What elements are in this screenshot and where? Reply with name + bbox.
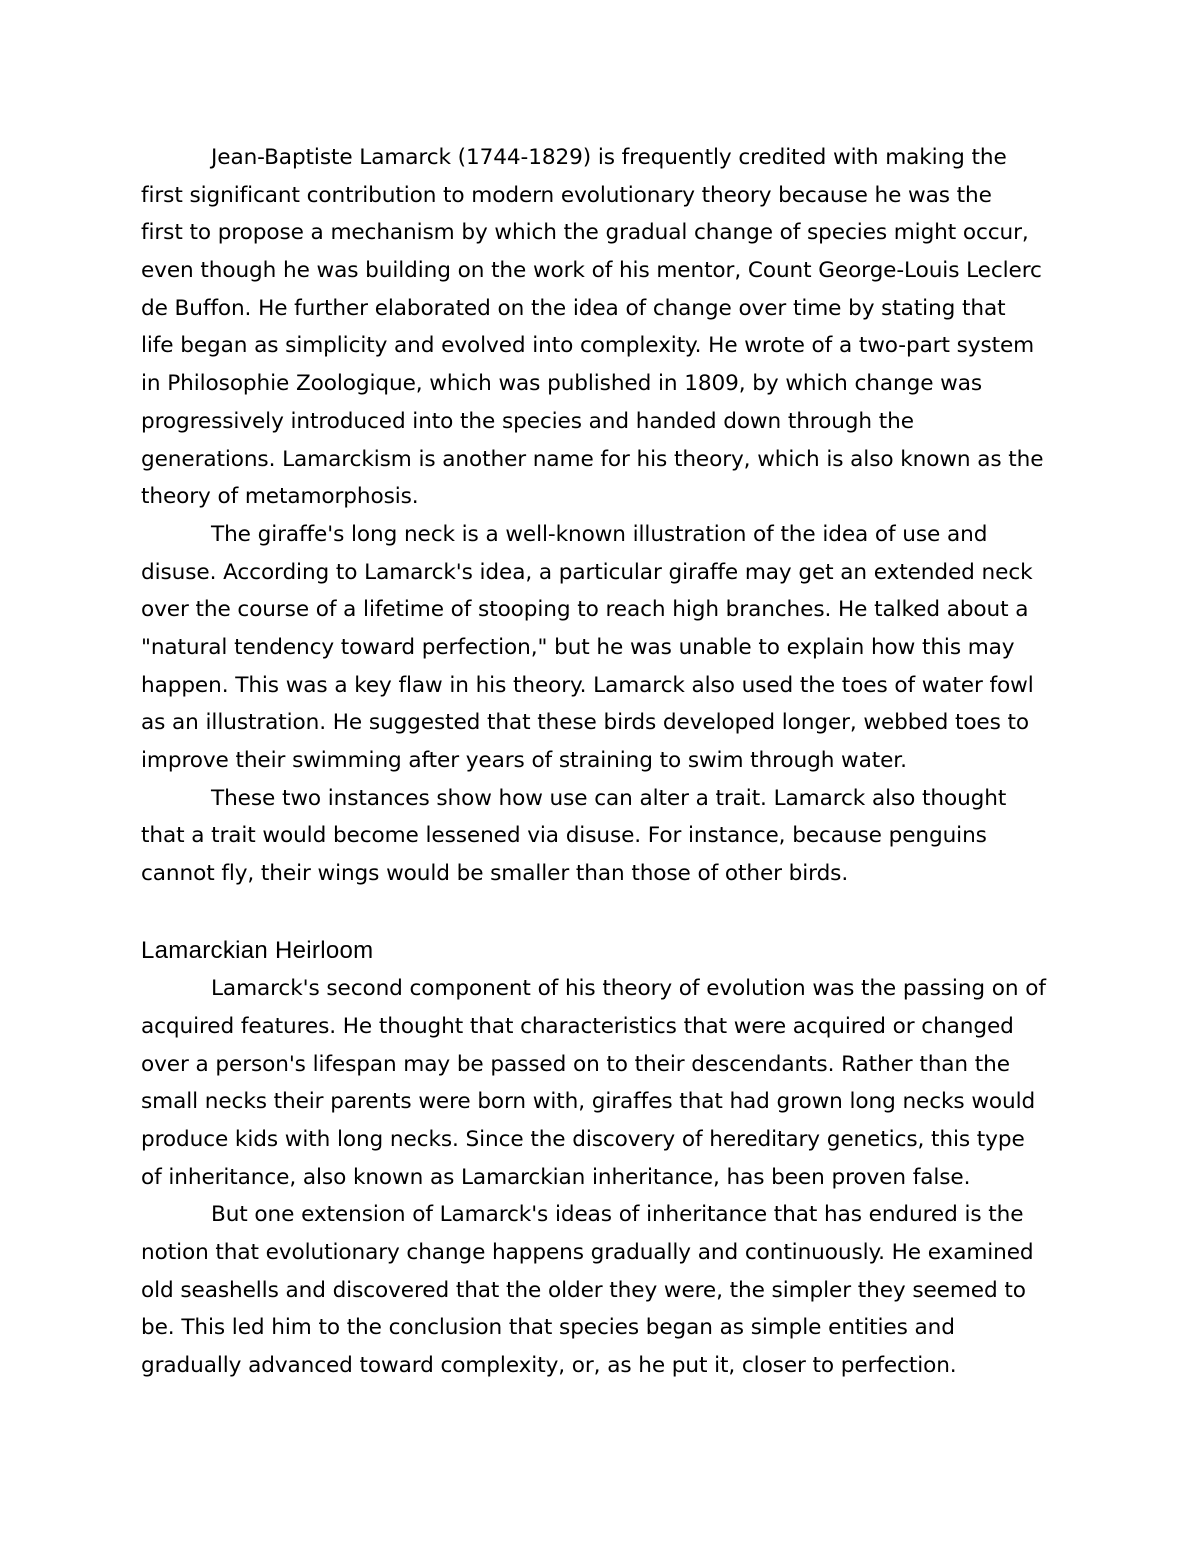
paragraph-giraffe-neck [141,516,1063,780]
text-line: cannot fly, their wings would be smaller than those of other birds. [141,861,849,887]
text-line: improve their swimming after years of straining to swim through water. [141,748,907,773]
text-line: de Buffon. He further elaborated on the idea of change over time by stating that [141,295,1006,321]
text-line: of inheritance, also known as Lamarckian inheritance, has been proven false. [141,1164,971,1190]
text-line: as an illustration. He suggested that these birds developed longer, webbed toes to [141,710,1030,736]
paragraph-spacer [141,893,1063,931]
section-heading: Lamarckian Heirloom [141,937,374,965]
text-line: small necks their parents were born with, giraffes that had grown long necks would [141,1089,1036,1115]
paragraph-acquired-features [141,970,1063,1196]
paragraph-lamarck-intro [141,139,1063,516]
text-line: Lamarck's second component of his theory of evolution was the passing on of [211,976,1046,1002]
text-line: progressively introduced into the species and handed down through the [141,408,914,434]
text-line: notion that evolutionary change happens gradually and continuously. He examined [141,1239,1034,1265]
document-body [141,139,1063,1385]
text-line: over a person's lifespan may be passed on to their descendants. Rather than the [141,1051,1010,1077]
text-line: generations. Lamarckism is another name for his theory, which is also known as the [141,446,1044,472]
text-line: These two instances show how use can alter a trait. Lamarck also thought [211,785,1007,811]
text-line: "natural tendency toward perfection," but he was unable to explain how this may [141,634,1015,660]
paragraph-gradual-change [141,1196,1063,1384]
text-line: disuse. According to Lamarck's idea, a particular giraffe may get an extended neck [141,559,1033,585]
text-line: gradually advanced toward complexity, or, as he put it, closer to perfection. [141,1353,957,1378]
text-line: acquired features. He thought that characteristics that were acquired or changed [141,1013,1014,1039]
text-line: life began as simplicity and evolved into complexity. He wrote of a two-part system [141,333,1035,359]
text-line: Jean-Baptiste Lamarck (1744-1829) is frequently credited with making the [211,145,1007,170]
text-line: in Philosophie Zoologique, which was published in 1809, by which change was [141,371,983,397]
text-line: be. This led him to the conclusion that species began as simple entities and [141,1315,955,1341]
text-line: old seashells and discovered that the older they were, the simpler they seemed to [141,1277,1026,1303]
text-line: produce kids with long necks. Since the discovery of hereditary genetics, this type [141,1126,1025,1152]
text-line: theory of metamorphosis. [141,484,419,510]
text-line: first significant contribution to modern evolutionary theory because he was the [141,182,992,208]
paragraph-use-disuse [141,780,1063,893]
text-line: even though he was building on the work of his mentor, Count George-Louis Leclerc [141,258,1042,284]
text-line: that a trait would become lessened via disuse. For instance, because penguins [141,823,987,849]
text-line: happen. This was a key flaw in his theory. Lamarck also used the toes of water fowl [141,672,1034,698]
text-line: over the course of a lifetime of stooping to reach high branches. He talked about a [141,597,1029,623]
text-line: first to propose a mechanism by which the gradual change of species might occur, [141,220,1029,246]
text-line: But one extension of Lamarck's ideas of inheritance that has endured is the [211,1202,1024,1228]
text-line: The giraffe's long neck is a well-known illustration of the idea of use and [211,521,988,547]
